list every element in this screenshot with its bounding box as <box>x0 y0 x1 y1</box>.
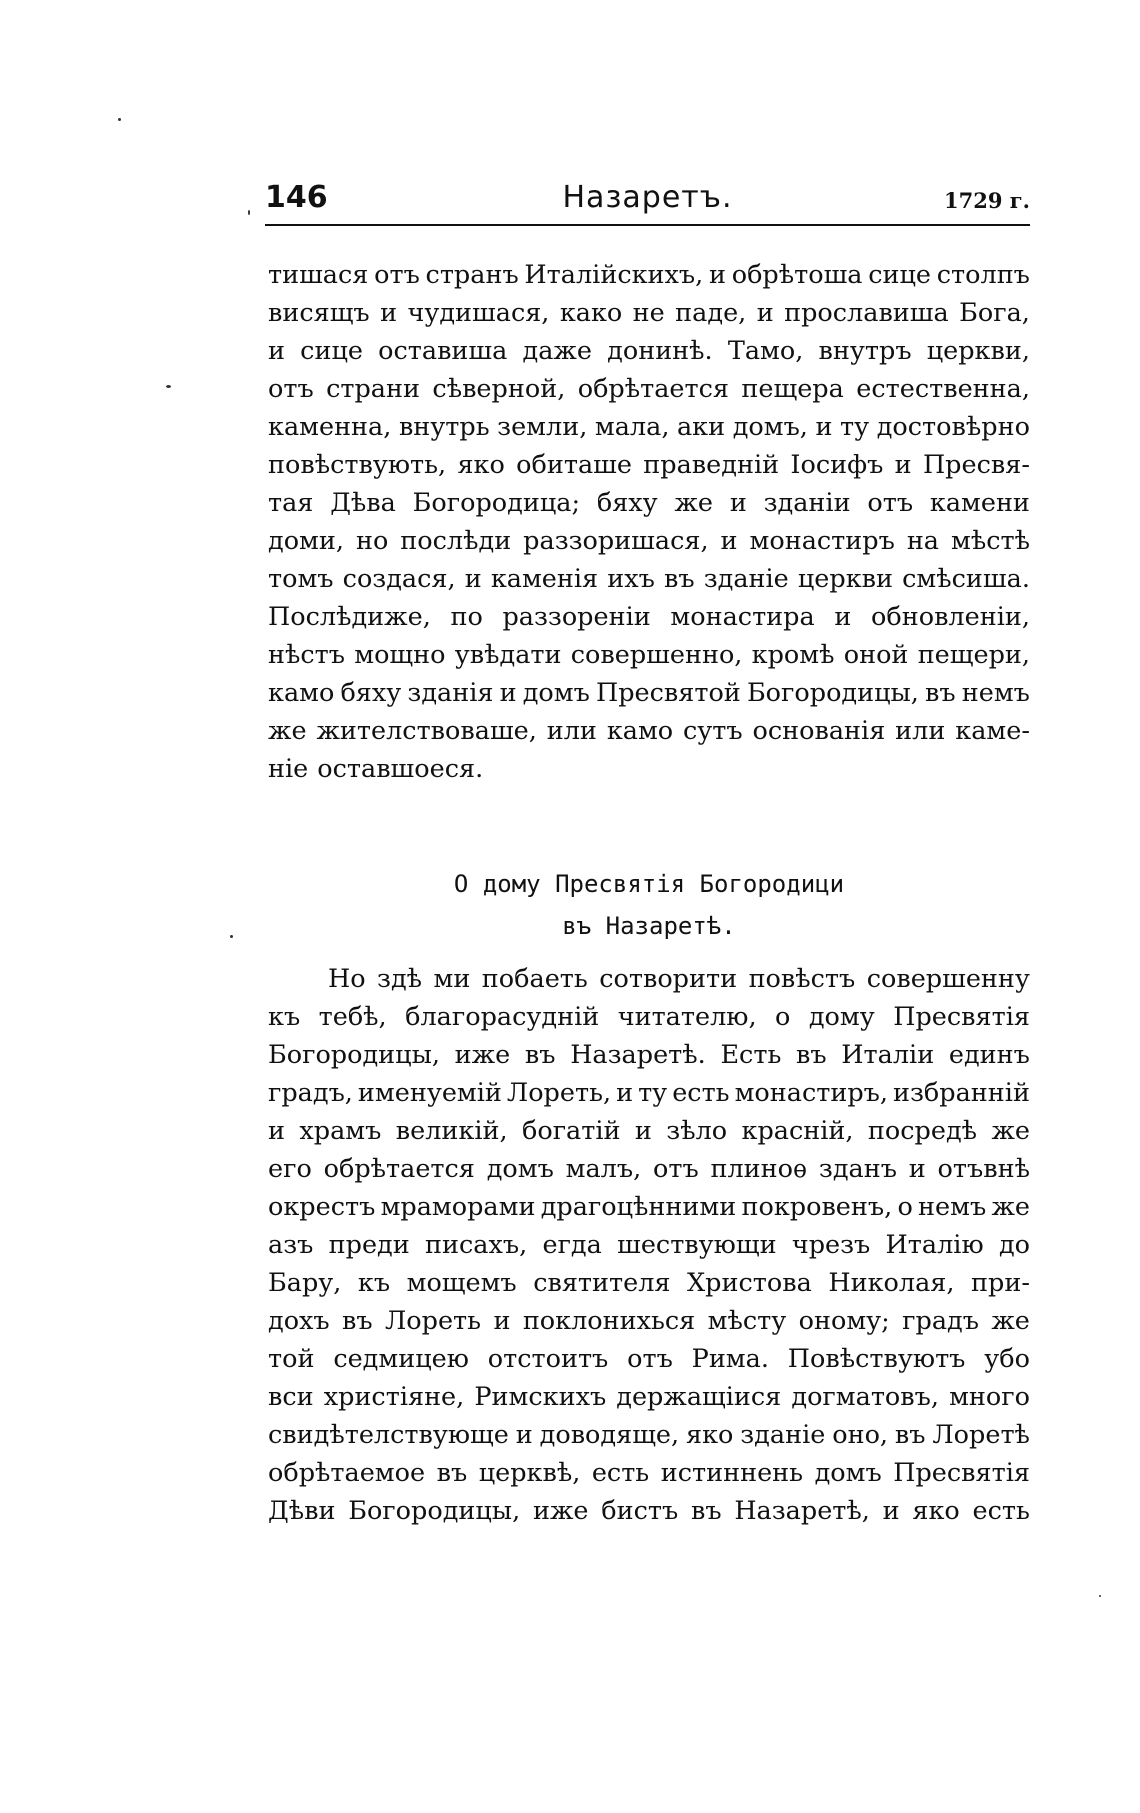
word: совершенно, <box>570 640 743 670</box>
word: единъ <box>948 1040 1030 1070</box>
word: и <box>634 1116 652 1146</box>
word: не <box>632 298 665 328</box>
word: держащіися <box>616 1382 782 1412</box>
word: Италійскихъ, <box>524 260 704 290</box>
text-line <box>268 1416 1030 1454</box>
text-line <box>268 1454 1030 1492</box>
word: зданіи <box>763 488 851 518</box>
word: мала, <box>594 412 670 442</box>
word: по <box>450 602 483 632</box>
word: убо <box>984 1344 1030 1374</box>
word: и <box>894 450 912 480</box>
word: отъ <box>627 1344 673 1374</box>
word: жителствоваше, <box>316 716 537 746</box>
word: Назаретѣ. <box>570 1040 706 1070</box>
text-line <box>268 636 1030 674</box>
word: побаеть <box>481 964 588 994</box>
text-line <box>268 1188 1030 1226</box>
word: каменія <box>490 564 599 594</box>
word: зданіе <box>703 564 789 594</box>
word: иже <box>532 1496 589 1526</box>
word: оной <box>843 640 909 670</box>
word: бяху <box>596 488 658 518</box>
word: доводяще, <box>539 1420 680 1450</box>
word: аки <box>676 412 726 442</box>
word: ми <box>433 964 471 994</box>
section-heading-line-2: въ Назаретѣ. <box>562 912 736 940</box>
word: сутъ <box>683 716 743 746</box>
word: въ <box>690 1496 722 1526</box>
text-line <box>268 408 1030 446</box>
word: къ <box>357 1268 391 1298</box>
word: Христова <box>687 1268 812 1298</box>
word: отъ <box>268 374 314 404</box>
word: градъ, <box>268 1078 353 1108</box>
text-line <box>268 332 1030 370</box>
word: Тамо, <box>727 336 804 366</box>
word: естественна, <box>856 374 1030 404</box>
word: страни <box>326 374 421 404</box>
word: и <box>268 1116 285 1146</box>
word: обиташе <box>516 450 632 480</box>
word: зданія <box>407 678 494 708</box>
word: обновленіи, <box>871 602 1030 632</box>
word: зѣло <box>666 1116 728 1146</box>
word: кромѣ <box>751 640 835 670</box>
word: тая <box>268 488 314 518</box>
word: чудишася, <box>407 298 550 328</box>
word: повѣстъ <box>748 964 856 994</box>
word: Повѣствуютъ <box>787 1344 966 1374</box>
word: красній, <box>741 1116 854 1146</box>
word: читателю, <box>617 1002 757 1032</box>
word: къ <box>268 1002 301 1032</box>
word: оному; <box>798 1306 890 1336</box>
text-line <box>268 294 1030 332</box>
word: сѣверной, <box>432 374 566 404</box>
scan-speck <box>1099 1595 1101 1597</box>
word: Пресвятія <box>893 1002 1030 1032</box>
word: домъ, <box>732 412 808 442</box>
word: праведній <box>643 450 780 480</box>
word: и <box>834 602 852 632</box>
word: и <box>464 564 482 594</box>
word: драгоцѣнними <box>540 1192 737 1222</box>
word: монастиръ, <box>734 1078 889 1108</box>
word: ту <box>638 1078 668 1108</box>
text-line <box>268 256 1030 294</box>
word: яко <box>457 450 505 480</box>
word: внутрь <box>398 412 490 442</box>
word: висящъ <box>268 298 370 328</box>
scan-speck <box>118 118 121 121</box>
text-line <box>268 522 1030 560</box>
word: Италіи <box>841 1040 935 1070</box>
word: доми, <box>268 526 344 556</box>
text-line <box>268 960 1030 998</box>
word: внутръ <box>818 336 912 366</box>
word: и <box>815 412 833 442</box>
word: чрезъ <box>791 1230 871 1260</box>
word: и <box>493 1306 511 1336</box>
word: въ <box>894 1420 926 1450</box>
word: христіяне, <box>323 1382 465 1412</box>
word: его <box>268 1154 312 1184</box>
page-header <box>265 180 1030 224</box>
word: камени <box>929 488 1030 518</box>
word: земли, <box>497 412 588 442</box>
word: преди <box>328 1230 410 1260</box>
word: Дѣва <box>330 488 396 518</box>
word: мѣстѣ <box>950 526 1030 556</box>
word: но <box>355 526 389 556</box>
text-line <box>268 560 1030 598</box>
word: и <box>908 1154 926 1184</box>
word: пещера <box>741 374 844 404</box>
text-line <box>268 1036 1030 1074</box>
word: и <box>882 1496 900 1526</box>
word: до <box>998 1230 1030 1260</box>
word: храмъ <box>299 1116 382 1146</box>
word: въ <box>925 678 956 708</box>
word: же <box>991 1306 1030 1336</box>
word: ніе <box>268 754 309 784</box>
text-line <box>268 712 1030 750</box>
word: егда <box>542 1230 602 1260</box>
word: дому <box>808 1002 875 1032</box>
word: и <box>708 260 726 290</box>
word: здѣ <box>377 964 423 994</box>
text-line <box>268 446 1030 484</box>
word: мраморами <box>380 1192 536 1222</box>
word: даже <box>522 336 592 366</box>
word: каме- <box>955 716 1030 746</box>
word: обрѣтается <box>323 1154 475 1184</box>
word: при- <box>971 1268 1030 1298</box>
word: той <box>268 1344 315 1374</box>
word: Дѣви <box>268 1496 336 1526</box>
word: Пресвятія <box>893 1458 1030 1488</box>
word: яко <box>685 1420 734 1450</box>
word: же <box>991 1116 1030 1146</box>
word: Рима. <box>691 1344 769 1374</box>
page-number: 146 <box>265 180 328 215</box>
word: тебѣ, <box>318 1002 387 1032</box>
word: плиноѳ <box>710 1154 808 1184</box>
word: зданіе <box>740 1420 826 1450</box>
word: вси <box>268 1382 314 1412</box>
word: Но <box>328 964 366 994</box>
text-line <box>268 1150 1030 1188</box>
word: именуемій <box>357 1078 502 1108</box>
word: и <box>729 488 747 518</box>
word: Бога, <box>959 298 1030 328</box>
word: столпъ <box>936 260 1030 290</box>
word: великій, <box>395 1116 508 1146</box>
scan-speck <box>248 210 250 215</box>
word: отстоитъ <box>487 1344 609 1374</box>
word: раззореніи <box>502 602 651 632</box>
word: свидѣтелствующе <box>268 1420 509 1450</box>
word: Есть <box>720 1040 782 1070</box>
word: Послѣдиже, <box>268 602 431 632</box>
year-label: 1729 г. <box>944 188 1030 213</box>
word: въ <box>524 1040 556 1070</box>
word: домъ <box>814 1458 882 1488</box>
word: Лоретѣ <box>932 1420 1030 1450</box>
word: Назаретѣ, <box>734 1496 870 1526</box>
word: бяху <box>340 678 402 708</box>
text-line <box>268 598 1030 636</box>
word: и <box>616 1078 634 1108</box>
section-heading-line-1: О дому Пресвятія Богородици <box>453 870 845 898</box>
text-line <box>268 1226 1030 1264</box>
text-line <box>268 1302 1030 1340</box>
word: камо <box>268 678 335 708</box>
word: въ <box>664 564 695 594</box>
text-line <box>268 370 1030 408</box>
word: Богородицы, <box>746 678 919 708</box>
word: странъ <box>425 260 519 290</box>
word: домъ <box>522 678 590 708</box>
word: церквѣ, <box>478 1458 581 1488</box>
word: смѣсиша. <box>902 564 1030 594</box>
word: мощемъ <box>406 1268 517 1298</box>
word: како <box>559 298 623 328</box>
word: ихъ <box>607 564 655 594</box>
word: отъ <box>374 260 420 290</box>
word: тишася <box>268 260 369 290</box>
word: Лореть <box>385 1306 482 1336</box>
word: донинѣ. <box>607 336 713 366</box>
word: и <box>499 678 517 708</box>
word: сице <box>300 336 363 366</box>
word: на <box>906 526 940 556</box>
word: дохъ <box>268 1306 330 1336</box>
word: обрѣтоша <box>731 260 863 290</box>
word: или <box>546 716 597 746</box>
word: ту <box>840 412 870 442</box>
word: малъ, <box>565 1154 642 1184</box>
word: о <box>897 1192 913 1222</box>
word: и <box>515 1420 533 1450</box>
word: истиннень <box>660 1458 804 1488</box>
text-line <box>268 674 1030 712</box>
text-line <box>268 1112 1030 1150</box>
word: создася, <box>342 564 456 594</box>
word: много <box>949 1382 1030 1412</box>
word: и <box>268 336 285 366</box>
word: камо <box>606 716 674 746</box>
word: послѣди <box>400 526 512 556</box>
text-line <box>268 1340 1030 1378</box>
word: Бару, <box>268 1268 342 1298</box>
word: Богородицы, <box>348 1496 521 1526</box>
word: есть <box>972 1496 1030 1526</box>
word: Богородица; <box>412 488 581 518</box>
word: Лореть, <box>506 1078 612 1108</box>
header-rule <box>265 224 1030 226</box>
word: градъ <box>902 1306 979 1336</box>
word: и <box>756 298 774 328</box>
word: поклонихься <box>522 1306 696 1336</box>
word: богатій <box>521 1116 621 1146</box>
word: нѣстъ <box>268 640 345 670</box>
word: обрѣтаемое <box>268 1458 426 1488</box>
word: и <box>720 526 738 556</box>
word: повѣствують, <box>268 450 447 480</box>
word: Николая, <box>828 1268 955 1298</box>
word: монастира <box>670 602 815 632</box>
word: раззоришася, <box>523 526 709 556</box>
word: Богородицы, <box>268 1040 440 1070</box>
word: въ <box>436 1458 468 1488</box>
text-line <box>268 750 1030 788</box>
word: паде, <box>675 298 747 328</box>
word: увѣдати <box>454 640 562 670</box>
word: покровенъ, <box>741 1192 893 1222</box>
word: немъ <box>961 678 1030 708</box>
word: томъ <box>268 564 334 594</box>
word: достовѣрно <box>876 412 1030 442</box>
word: домъ <box>486 1154 554 1184</box>
word: немъ <box>918 1192 987 1222</box>
word: совершенну <box>866 964 1030 994</box>
word: шествующи <box>617 1230 777 1260</box>
text-line <box>268 1264 1030 1302</box>
word: яко <box>912 1496 960 1526</box>
word: Пресвя- <box>922 450 1030 480</box>
text-line <box>268 1378 1030 1416</box>
word: церкви, <box>926 336 1030 366</box>
word: избранній <box>893 1078 1030 1108</box>
word: святителя <box>533 1268 671 1298</box>
word: догматовъ, <box>791 1382 939 1412</box>
word: отъвнѣ <box>937 1154 1030 1184</box>
word: Іосифъ <box>790 450 884 480</box>
paragraph-2 <box>268 960 1030 1530</box>
word: азъ <box>268 1230 314 1260</box>
text-line <box>268 484 1030 522</box>
word: основанія <box>752 716 886 746</box>
text-line <box>268 1492 1030 1530</box>
word: есть <box>672 1078 730 1108</box>
word: въ <box>342 1306 373 1336</box>
word: оставиша <box>378 336 508 366</box>
word: писахъ, <box>425 1230 528 1260</box>
word: или <box>895 716 946 746</box>
word: церкви <box>797 564 894 594</box>
word: монастиръ <box>749 526 895 556</box>
word: Пресвятой <box>595 678 741 708</box>
word: отъ <box>653 1154 699 1184</box>
word: оно, <box>832 1420 889 1450</box>
word: обрѣтается <box>577 374 730 404</box>
word: же <box>991 1192 1030 1222</box>
text-line <box>268 1074 1030 1112</box>
word: Италію <box>885 1230 984 1260</box>
word: окрестъ <box>268 1192 376 1222</box>
word: посредѣ <box>867 1116 978 1146</box>
word: седмицею <box>333 1344 469 1374</box>
text-line <box>268 998 1030 1036</box>
word: въ <box>796 1040 827 1070</box>
word: оставшоеся. <box>317 754 484 784</box>
word: мѣсту <box>707 1306 787 1336</box>
word: и <box>380 298 398 328</box>
scan-speck <box>230 935 233 938</box>
word: отъ <box>867 488 914 518</box>
word: же <box>674 488 714 518</box>
word: мощно <box>354 640 446 670</box>
word: бистъ <box>601 1496 679 1526</box>
word: Римскихъ <box>474 1382 607 1412</box>
word: сице <box>868 260 932 290</box>
running-title: Назаретъ. <box>562 180 733 215</box>
word: же <box>268 716 307 746</box>
word: о <box>775 1002 791 1032</box>
word: каменна, <box>268 412 392 442</box>
word: зданъ <box>818 1154 897 1184</box>
paragraph-1 <box>268 256 1030 788</box>
word: пещери, <box>917 640 1030 670</box>
word: иже <box>454 1040 511 1070</box>
word: благорасудній <box>405 1002 600 1032</box>
scan-speck <box>166 385 171 388</box>
word: сотворити <box>599 964 738 994</box>
word: прославиша <box>784 298 949 328</box>
word: есть <box>591 1458 650 1488</box>
